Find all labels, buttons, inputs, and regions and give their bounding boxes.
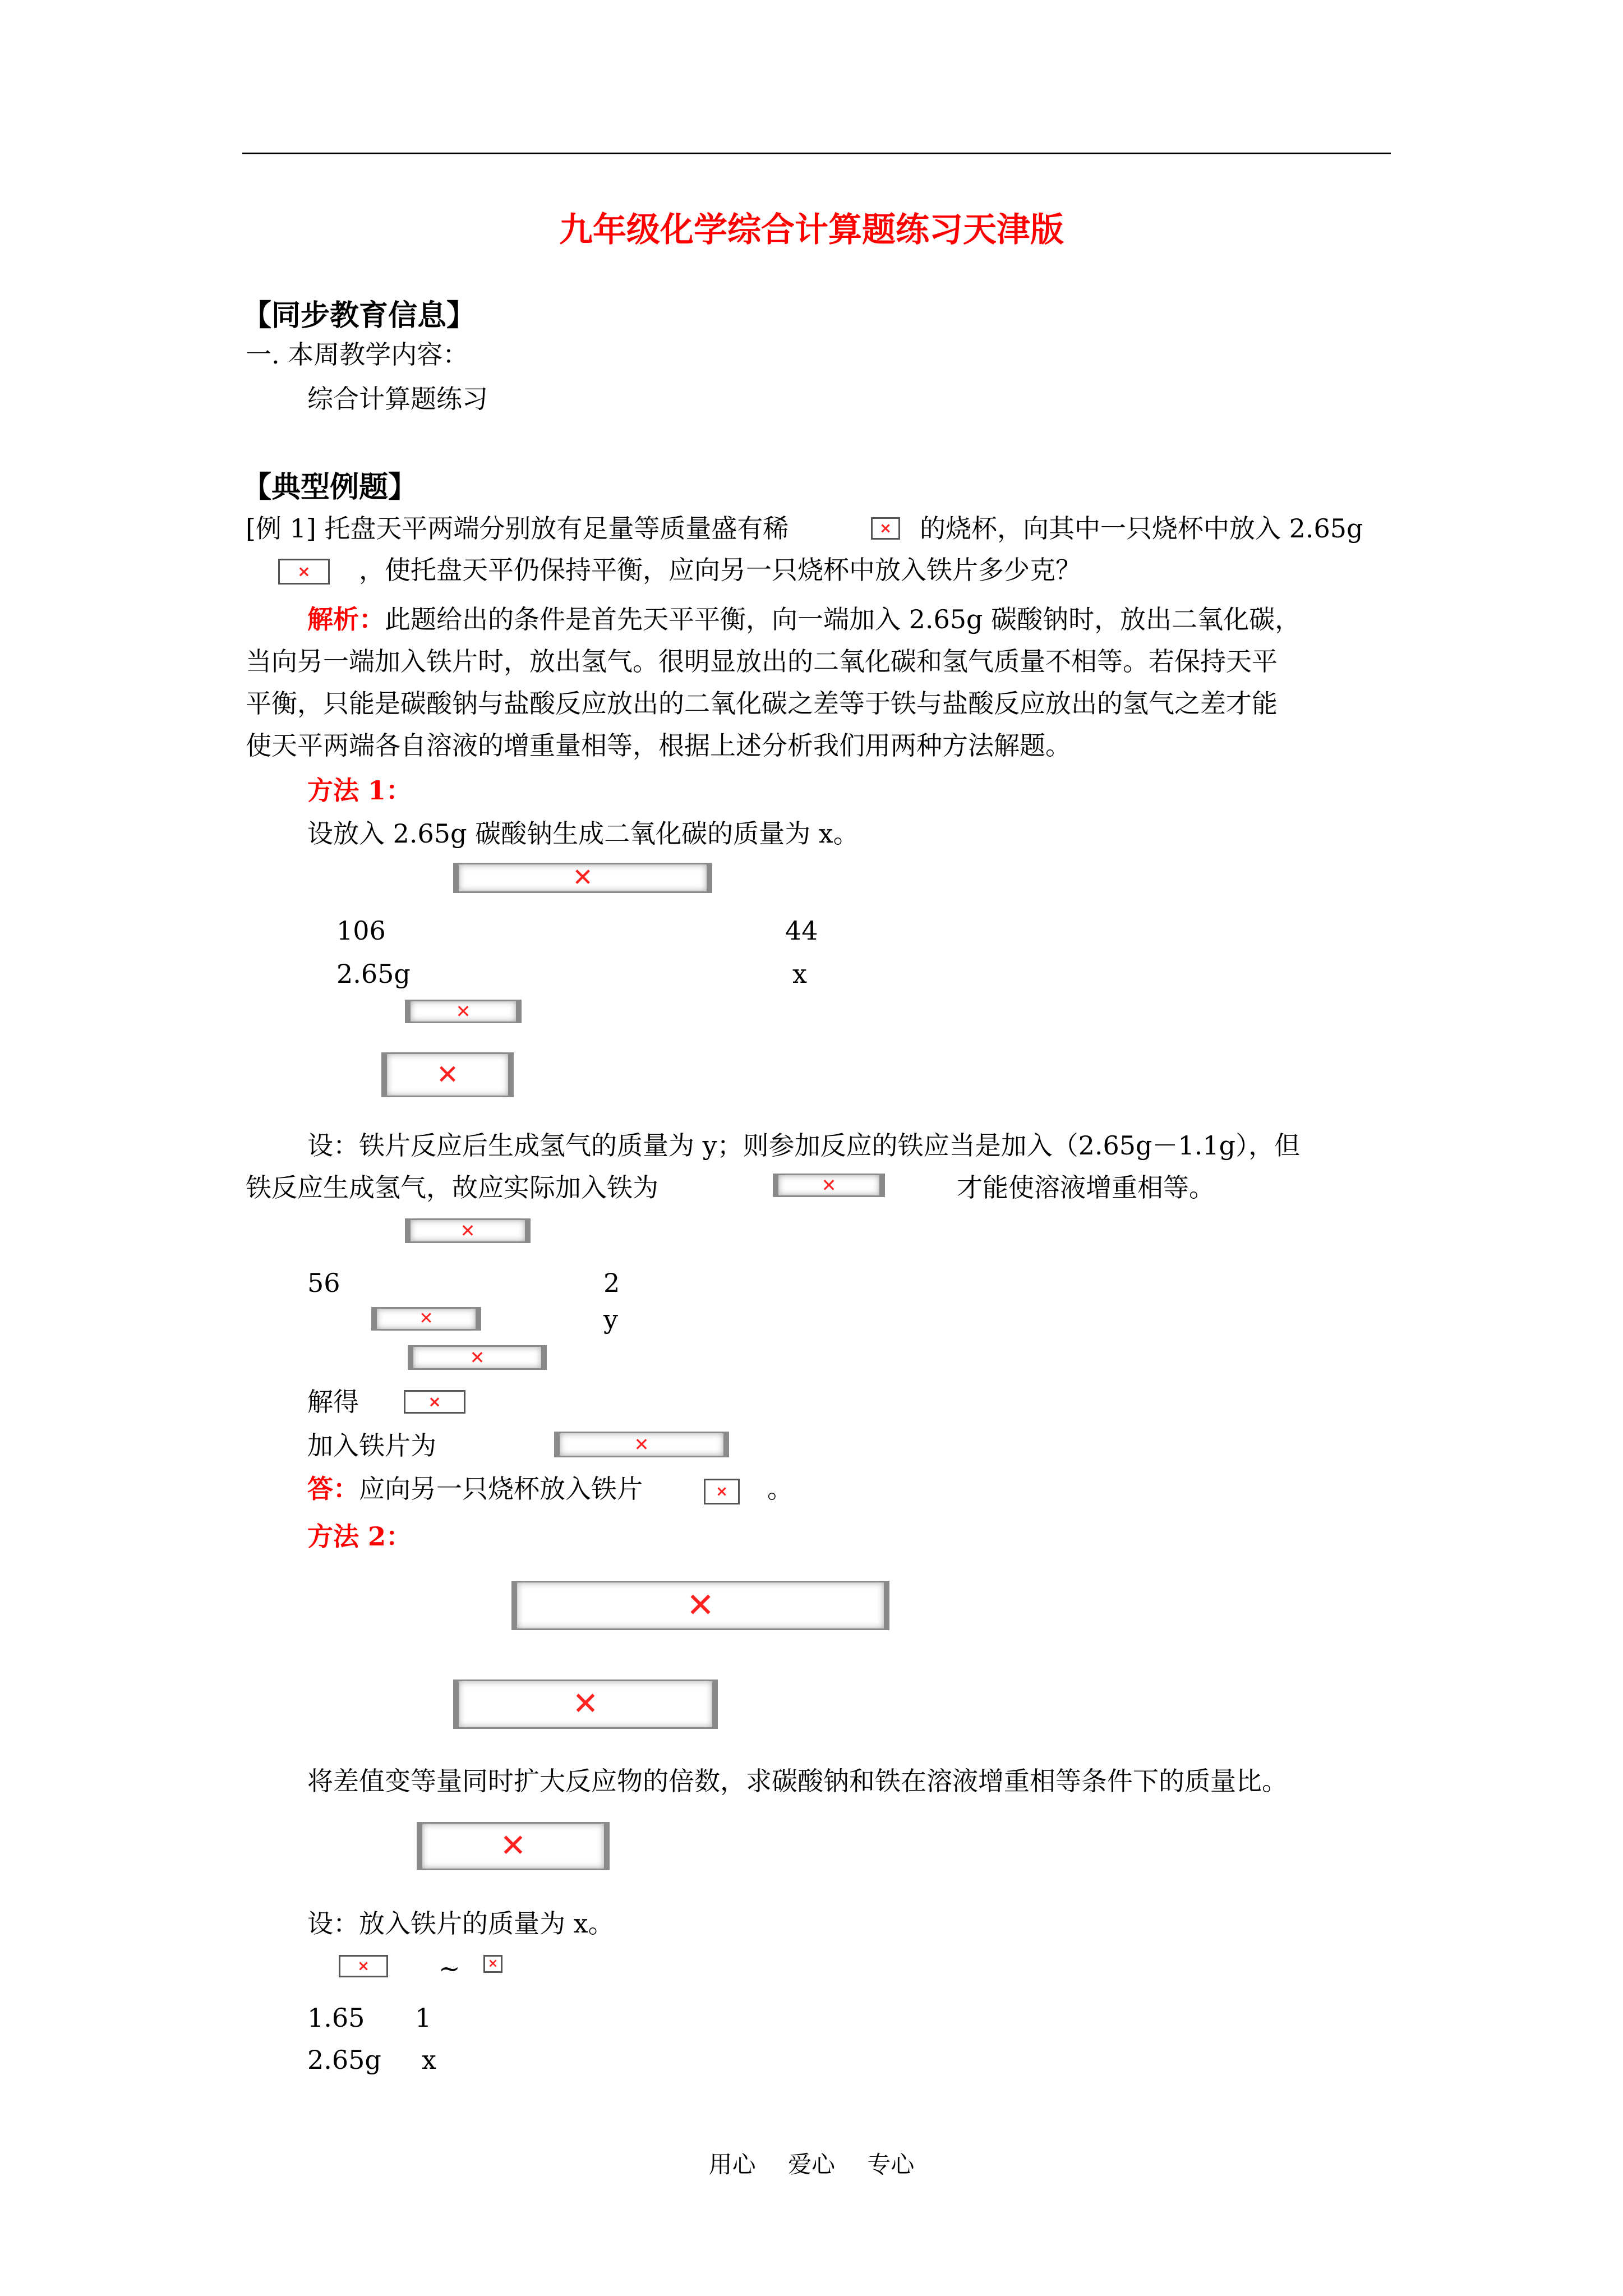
footer-word: 爱心 (787, 2151, 835, 2178)
question-line1-b: 的烧杯，向其中一只烧杯中放入 2.65g (920, 513, 1363, 544)
method1-add: 加入铁片为 (307, 1430, 436, 1461)
method2-set: 设：放入铁片的质量为 x。 (307, 1908, 614, 1939)
m2-tilde: ~ (439, 1953, 460, 1984)
analysis-line4: 使天平两端各自溶液的增重量相等，根据上述分析我们用两种方法解题。 (246, 730, 1071, 761)
broken-image-icon: × (339, 1955, 388, 1977)
broken-image-icon: × (871, 517, 900, 540)
broken-image-icon: × (704, 1479, 740, 1504)
footer-word: 用心 (708, 2151, 756, 2178)
page-title: 九年级化学综合计算题练习天津版 (559, 210, 1064, 250)
equation-image-placeholder: ✕ (405, 1218, 531, 1243)
m2-value-165: 1.65 (307, 2003, 365, 2033)
question-line2: ，使托盘天平仍保持平衡，应向另一只烧杯中放入铁片多少克？ (359, 555, 1081, 585)
footer-word: 专心 (867, 2151, 915, 2178)
broken-image-icon: × (278, 559, 330, 585)
method2-text: 将差值变等量同时扩大反应物的倍数，求碳酸钠和铁在溶液增重相等条件下的质量比。 (307, 1766, 1288, 1796)
examples-heading: 【典型例题】 (242, 470, 418, 504)
equation-image-placeholder: ✕ (381, 1052, 514, 1097)
equation-image-placeholder: ✕ (408, 1345, 547, 1370)
answer-text: 应向另一只烧杯放入铁片 (359, 1474, 643, 1504)
m1-value-56: 56 (307, 1268, 340, 1298)
m1-value-106: 106 (336, 915, 386, 946)
analysis-line2: 当向另一端加入铁片时，放出氢气。很明显放出的二氧化碳和氢气质量不相等。若保持天平 (246, 646, 1278, 677)
m2-value-x: x (422, 2045, 436, 2075)
equation-image-placeholder: ✕ (371, 1307, 481, 1331)
equation-image-placeholder: ✕ (405, 1000, 522, 1023)
method2-label: 方法 2： (307, 1521, 412, 1552)
analysis-line3: 平衡，只能是碳酸钠与盐酸反应放出的二氧化碳之差等于铁与盐酸反应放出的氢气之差才能 (246, 688, 1278, 719)
method1-set2-line2b: 才能使溶液增重相等。 (957, 1172, 1215, 1203)
sync-info-heading: 【同步教育信息】 (242, 298, 476, 333)
answer-label: 答： (307, 1474, 359, 1504)
m2-value-1: 1 (415, 2003, 432, 2033)
m1-value-2: 2 (603, 1268, 620, 1298)
method1-set: 设放入 2.65g 碳酸钠生成二氧化碳的质量为 x。 (307, 818, 859, 849)
m1-value-265g: 2.65g (336, 959, 411, 989)
equation-image-placeholder: ✕ (417, 1822, 610, 1870)
broken-image-icon: × (404, 1390, 465, 1414)
question-line1-a: [例 1] 托盘天平两端分别放有足量等质量盛有稀 (246, 513, 789, 544)
method1-solve: 解得 (307, 1387, 359, 1417)
m1-value-x: x (792, 959, 807, 989)
equation-image-placeholder: ✕ (511, 1581, 889, 1630)
sync-info-content: 综合计算题练习 (307, 384, 488, 414)
header-rule (242, 153, 1391, 154)
analysis-line1: 此题给出的条件是首先天平平衡，向一端加入 2.65g 碳酸钠时，放出二氧化碳， (385, 604, 1301, 634)
equation-image-placeholder: ✕ (554, 1432, 729, 1457)
equation-image-placeholder: ✕ (453, 1680, 718, 1729)
m1-value-y: y (603, 1304, 618, 1335)
method1-label: 方法 1： (307, 775, 412, 806)
broken-image-icon: × (483, 1955, 502, 1973)
method1-set2-line2a: 铁反应生成氢气，故应实际加入铁为 (246, 1172, 658, 1203)
method1-set2-line1: 设：铁片反应后生成氢气的质量为 y；则参加反应的铁应当是加入（2.65g－1.1g），但 (307, 1130, 1301, 1161)
m2-value-265g: 2.65g (307, 2045, 381, 2075)
equation-image-placeholder: ✕ (453, 863, 712, 893)
answer-end: 。 (767, 1474, 793, 1504)
analysis-label: 解析： (307, 604, 385, 634)
page-footer (0, 2146, 1623, 2180)
m1-value-44: 44 (785, 915, 818, 946)
equation-image-placeholder: ✕ (773, 1174, 885, 1197)
sync-info-item: 一. 本周教学内容： (246, 339, 469, 370)
